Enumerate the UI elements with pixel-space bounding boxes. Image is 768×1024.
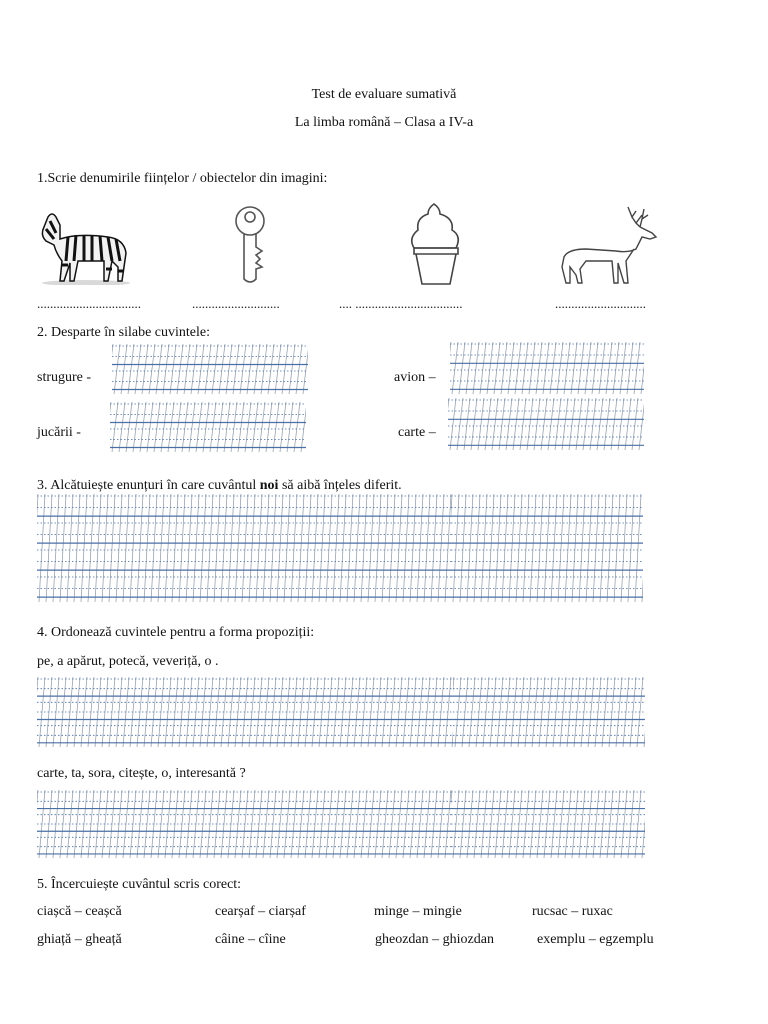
hatch-line (193, 494, 199, 602)
handwriting-grid (450, 342, 644, 394)
hatch-line (506, 398, 512, 450)
hatch-line (565, 494, 571, 602)
hatch-line (219, 344, 225, 394)
hatch-line (110, 402, 111, 452)
hatch-line (579, 494, 585, 602)
hatch-line (156, 344, 162, 394)
hatch-line (459, 342, 465, 394)
hatch-line (604, 398, 610, 450)
q1-blank-4[interactable]: ............................ (555, 296, 646, 311)
hatch-line (39, 494, 45, 602)
hatch-line (495, 494, 501, 602)
hatch-line (74, 494, 80, 602)
hatch-line (555, 398, 561, 450)
hatch-line (259, 402, 265, 452)
hatch-line (240, 344, 246, 394)
hatch-line (123, 494, 129, 602)
hatch-line (249, 494, 255, 602)
hatch-line (634, 342, 640, 394)
hatch-line (53, 494, 59, 602)
hatch-line (275, 344, 281, 394)
hatch-line (163, 344, 169, 394)
hatch-line (487, 342, 493, 394)
hatch-line (294, 402, 300, 452)
hatch-line (235, 494, 241, 602)
hatch-line (277, 494, 283, 602)
q1-blank-2[interactable]: ........................... (192, 296, 280, 311)
q4-writing-area-1[interactable] (37, 677, 453, 752)
hatch-line (128, 344, 134, 394)
hatch-line (509, 494, 515, 602)
q5-option-exemplu[interactable]: exemplu – egzemplu (537, 932, 654, 947)
hatch-line (614, 494, 620, 602)
q3-prompt-after: să aibă înțeles diferit. (278, 478, 402, 493)
hatch-line (319, 494, 325, 602)
hatch-line (642, 494, 643, 602)
q4-writing-area-4[interactable] (451, 790, 645, 863)
hatch-line (569, 398, 575, 450)
hatch-line (544, 494, 550, 602)
hatch-line (88, 494, 94, 602)
hatch-line (168, 402, 174, 452)
hatch-line (466, 342, 472, 394)
hatch-line (607, 494, 613, 602)
hatch-line (478, 398, 484, 450)
hatch-line (116, 494, 122, 602)
hatch-line (494, 342, 500, 394)
hatch-line (205, 344, 211, 394)
q4-word-set-1: pe, a apărut, potecă, veveriță, o . (37, 654, 219, 669)
hatch-line (95, 494, 101, 602)
hatch-line (296, 344, 302, 394)
hatch-line (147, 402, 153, 452)
q1-blank-3[interactable]: .... ................................. (339, 296, 463, 311)
hatch-line (226, 344, 232, 394)
q5-option-rucsac[interactable]: rucsac – ruxac (532, 904, 613, 919)
hatch-line (597, 398, 603, 450)
hatch-line (583, 398, 589, 450)
hatch-line (541, 398, 547, 450)
hatch-line (450, 398, 456, 450)
hatch-line (114, 344, 120, 394)
hatch-line (305, 494, 311, 602)
hatch-line (151, 494, 157, 602)
hatch-line (266, 402, 272, 452)
hatch-line (471, 398, 477, 450)
hatch-line (273, 402, 279, 452)
hatch-line (448, 398, 449, 450)
hatch-line (548, 398, 554, 450)
q5-option-ghiozdan[interactable]: gheozdan – ghiozdan (375, 932, 494, 947)
hatch-line (537, 494, 543, 602)
hatch-line (198, 344, 204, 394)
hatch-line (361, 494, 367, 602)
hatch-line (562, 398, 568, 450)
hatch-line (644, 677, 645, 747)
hatch-line (135, 344, 141, 394)
hatch-line (523, 494, 529, 602)
page-title: Test de evaluare sumativă (311, 87, 457, 102)
hatch-line (485, 398, 491, 450)
hatch-line (618, 398, 624, 450)
hatch-line (452, 342, 458, 394)
hatch-line (191, 344, 197, 394)
hatch-line (613, 342, 619, 394)
hatch-line (590, 398, 596, 450)
hatch-line (480, 342, 486, 394)
q2-word-jucarii: jucării - (37, 425, 81, 440)
hatch-line (182, 402, 188, 452)
hatch-line (375, 494, 381, 602)
hatch-line (457, 398, 463, 450)
hatch-line (144, 494, 150, 602)
hatch-line (221, 494, 227, 602)
hatch-line (502, 494, 508, 602)
hatch-line (611, 398, 617, 450)
hatch-line (287, 402, 293, 452)
hatch-line (368, 494, 374, 602)
hatch-line (154, 402, 160, 452)
hatch-line (112, 402, 118, 452)
hatch-line (585, 342, 591, 394)
hatch-line (600, 494, 606, 602)
hatch-line (245, 402, 251, 452)
hatch-line (102, 494, 108, 602)
hatch-line (450, 342, 451, 394)
q3-writing-area-1[interactable] (37, 494, 451, 607)
hatch-line (621, 494, 627, 602)
q2-writing-area-1[interactable] (112, 344, 308, 399)
hatch-line (632, 398, 638, 450)
hatch-line (289, 344, 295, 394)
hatch-line (121, 344, 127, 394)
q2-word-carte: carte – (398, 425, 436, 440)
hatch-line (592, 342, 598, 394)
hatch-line (284, 494, 290, 602)
q2-word-avion: avion – (394, 370, 436, 385)
hatch-line (312, 494, 318, 602)
hatch-line (67, 494, 73, 602)
hatch-line (161, 402, 167, 452)
q5-option-caine[interactable]: câine – cîine (215, 932, 286, 947)
hatch-line (571, 342, 577, 394)
hatch-line (263, 494, 269, 602)
hatch-line (270, 494, 276, 602)
q2-writing-area-3[interactable] (110, 402, 306, 457)
q2-writing-area-4[interactable] (448, 398, 644, 455)
hatch-line (133, 402, 139, 452)
hatch-line (126, 402, 132, 452)
hatch-line (247, 344, 253, 394)
hatch-line (431, 494, 437, 602)
hatch-line (109, 494, 115, 602)
hatch-line (207, 494, 213, 602)
q2-prompt: 2. Desparte în silabe cuvintele: (37, 325, 210, 340)
hatch-line (639, 398, 644, 450)
hatch-line (165, 494, 171, 602)
q1-prompt: 1.Scrie denumirile ființelor / obiectelor din imagini: (37, 171, 328, 186)
hatch-line (572, 494, 578, 602)
hatch-line (252, 402, 258, 452)
hatch-line (536, 342, 542, 394)
hatch-line (530, 494, 536, 602)
hatch-line (354, 494, 360, 602)
hatch-line (396, 494, 402, 602)
hatch-line (184, 344, 190, 394)
hatch-line (508, 342, 514, 394)
handwriting-grid (110, 402, 306, 452)
hatch-line (481, 494, 487, 602)
q4-writing-area-3[interactable] (37, 790, 451, 863)
handwriting-grid (451, 790, 645, 858)
hatch-line (177, 344, 183, 394)
hatch-line (578, 342, 584, 394)
hatch-line (179, 494, 185, 602)
hatch-line (60, 494, 66, 602)
hatch-line (149, 344, 155, 394)
hatch-line (210, 402, 216, 452)
q5-option-ceasca[interactable]: ciașcă – ceașcă (37, 904, 122, 919)
handwriting-grid (37, 677, 453, 747)
page-subtitle: La limba română – Clasa a IV-a (294, 115, 474, 130)
hatch-line (196, 402, 202, 452)
key-icon (226, 205, 278, 285)
deer-icon (556, 205, 660, 285)
hatch-line (438, 494, 444, 602)
hatch-line (635, 494, 641, 602)
hatch-line (158, 494, 164, 602)
hatch-line (37, 494, 38, 602)
hatch-line (520, 398, 526, 450)
hatch-line (175, 402, 181, 452)
hatch-line (112, 344, 113, 394)
hatch-line (627, 342, 633, 394)
hatch-line (516, 494, 522, 602)
hatch-line (488, 494, 494, 602)
hatch-line (467, 494, 473, 602)
hatch-line (233, 344, 239, 394)
hatch-line (576, 398, 582, 450)
hatch-line (46, 494, 52, 602)
hatch-line (333, 494, 339, 602)
hatch-line (242, 494, 248, 602)
hatch-line (529, 342, 535, 394)
hatch-line (628, 494, 634, 602)
hatch-line (189, 402, 195, 452)
hatch-line (382, 494, 388, 602)
hatch-line (389, 494, 395, 602)
q5-option-minge[interactable]: minge – mingie (374, 904, 462, 919)
hatch-line (599, 342, 605, 394)
hatch-line (200, 494, 206, 602)
hatch-line (282, 344, 288, 394)
hatch-line (451, 494, 452, 602)
hatch-line (417, 494, 423, 602)
hatch-line (217, 402, 223, 452)
q4-word-set-2: carte, ta, sora, citește, o, interesantă ? (37, 766, 246, 781)
q4-writing-area-2[interactable] (453, 677, 645, 752)
hatch-line (224, 402, 230, 452)
hatch-line (291, 494, 297, 602)
hatch-line (558, 494, 564, 602)
hatch-line (231, 402, 237, 452)
hatch-line (410, 494, 416, 602)
hatch-line (214, 494, 220, 602)
hatch-line (119, 402, 125, 452)
hatch-line (593, 494, 599, 602)
hatch-line (142, 344, 148, 394)
handwriting-grid (37, 494, 451, 602)
hatch-line (606, 342, 612, 394)
hatch-line (515, 342, 521, 394)
hatch-line (403, 494, 409, 602)
hatch-line (641, 342, 644, 394)
hatch-line (170, 344, 176, 394)
hatch-line (137, 494, 143, 602)
q5-option-cearsaf[interactable]: cearșaf – ciarșaf (215, 904, 306, 919)
hatch-line (340, 494, 346, 602)
hatch-line (557, 342, 563, 394)
hatch-line (298, 494, 304, 602)
hatch-line (81, 494, 87, 602)
hatch-line (303, 344, 308, 394)
q2-writing-area-2[interactable] (450, 342, 644, 399)
q3-prompt-before: 3. Alcătuiește enunțuri în care cuvântul (37, 478, 260, 493)
hatch-line (453, 494, 459, 602)
hatch-line (301, 402, 306, 452)
hatch-line (543, 342, 549, 394)
q3-prompt (37, 478, 402, 494)
hatch-line (586, 494, 592, 602)
ice-cream-icon (406, 200, 466, 286)
handwriting-grid (451, 494, 643, 602)
hatch-line (534, 398, 540, 450)
hatch-line (522, 342, 528, 394)
hatch-line (564, 342, 570, 394)
hatch-line (172, 494, 178, 602)
q1-blank-1[interactable]: ................................ (37, 296, 141, 311)
hatch-line (513, 398, 519, 450)
hatch-line (492, 398, 498, 450)
handwriting-grid (112, 344, 308, 394)
hatch-line (268, 344, 274, 394)
q3-writing-area-2[interactable] (451, 494, 643, 607)
hatch-line (254, 344, 260, 394)
hatch-line (186, 494, 192, 602)
hatch-line (473, 342, 479, 394)
hatch-line (625, 398, 631, 450)
hatch-line (499, 398, 505, 450)
hatch-line (474, 494, 480, 602)
hatch-line (212, 344, 218, 394)
hatch-line (261, 344, 267, 394)
q5-option-gheata[interactable]: ghiață – gheață (37, 932, 122, 947)
hatch-line (501, 342, 507, 394)
zebra-icon (38, 205, 134, 285)
hatch-line (620, 342, 626, 394)
hatch-line (280, 402, 286, 452)
hatch-line (464, 398, 470, 450)
hatch-line (347, 494, 353, 602)
hatch-line (203, 402, 209, 452)
hatch-line (527, 398, 533, 450)
hatch-line (550, 342, 556, 394)
hatch-line (140, 402, 146, 452)
q3-prompt-bold: noi (259, 478, 279, 493)
hatch-line (551, 494, 557, 602)
hatch-line (228, 494, 234, 602)
q5-prompt: 5. Încercuiește cuvântul scris corect: (37, 877, 242, 892)
hatch-line (130, 494, 136, 602)
q2-word-strugure: strugure - (37, 370, 92, 385)
hatch-line (238, 402, 244, 452)
handwriting-grid (448, 398, 644, 450)
handwriting-grid (453, 677, 645, 747)
q4-prompt: 4. Ordonează cuvintele pentru a forma propoziții: (37, 625, 315, 640)
hatch-line (424, 494, 430, 602)
hatch-line (256, 494, 262, 602)
hatch-line (460, 494, 466, 602)
handwriting-grid (37, 790, 451, 858)
hatch-line (326, 494, 332, 602)
